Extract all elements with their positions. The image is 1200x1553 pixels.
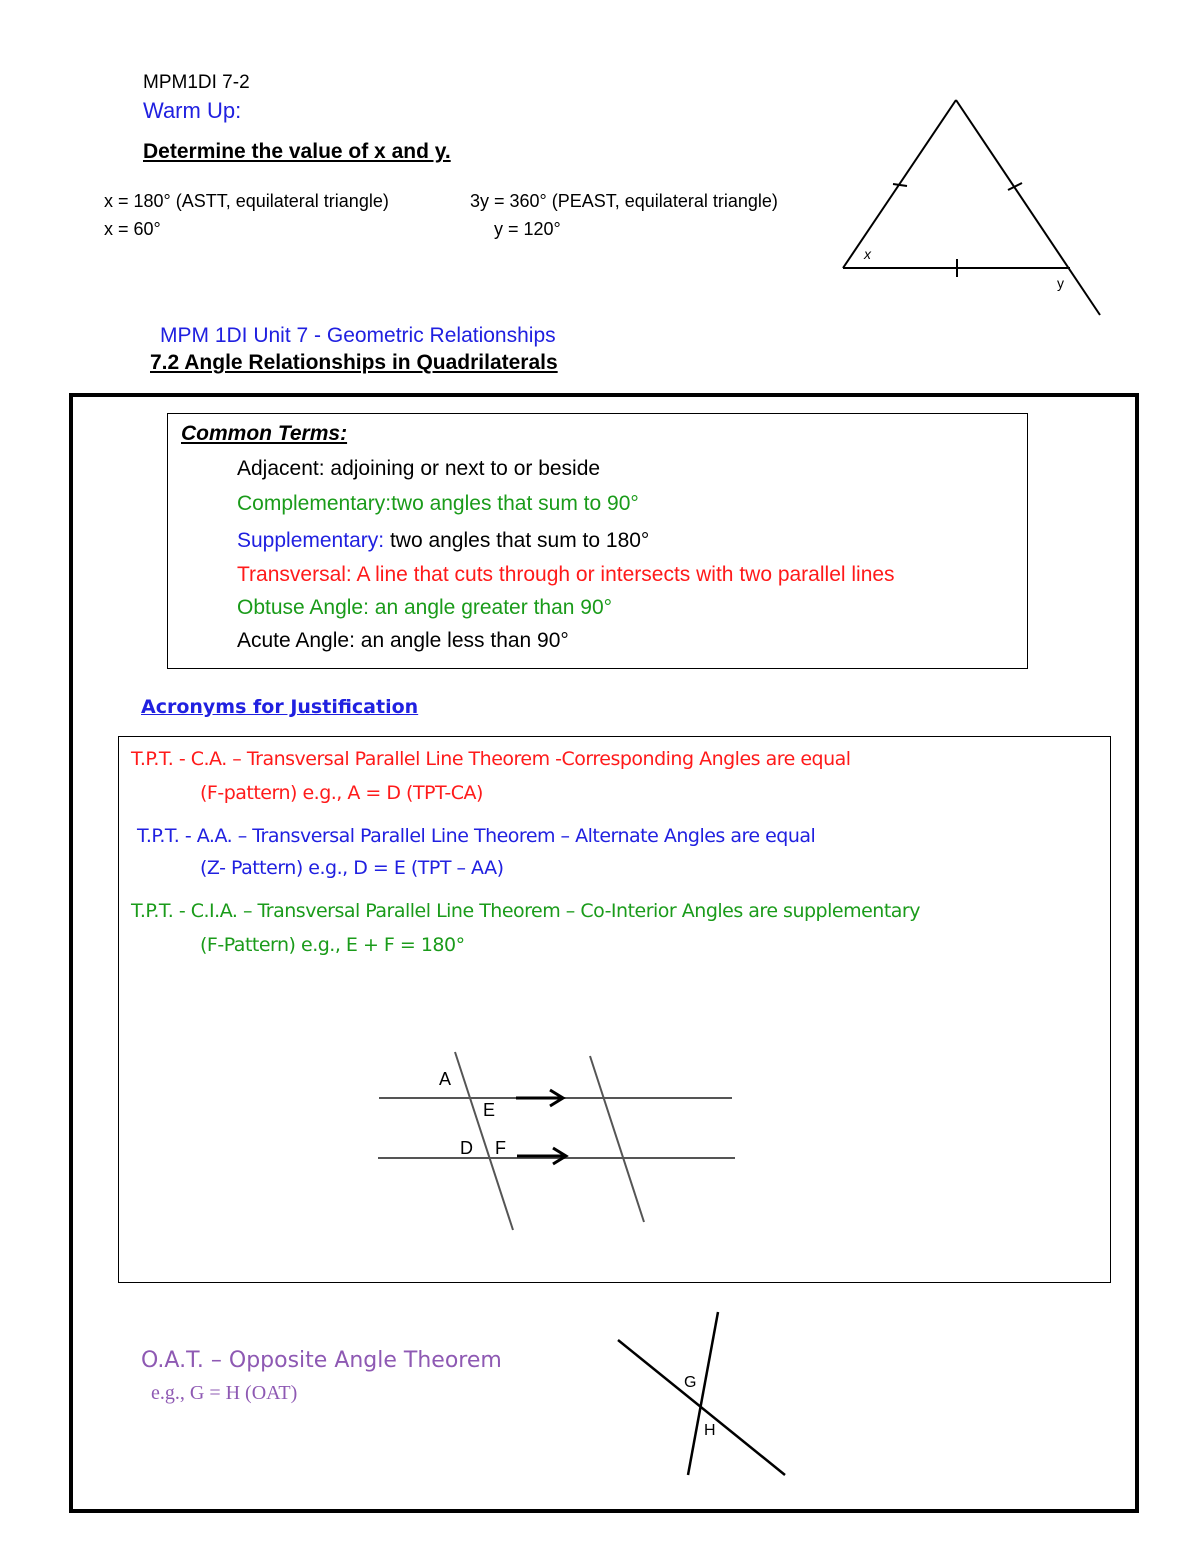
angle-label-e: E: [483, 1100, 496, 1120]
acronyms-heading: Acronyms for Justification: [141, 696, 419, 718]
term-text: two angles that sum to 180°: [389, 529, 650, 552]
course-code: MPM1DI 7-2: [143, 72, 250, 93]
work-line2-left: x = 60°: [104, 219, 161, 239]
term-text: an angle greater than 90°: [374, 596, 613, 619]
oat-title: O.A.T. – Opposite Angle Theorem: [141, 1348, 502, 1373]
work-line1-left: x = 180° (ASTT, equilateral triangle): [104, 191, 389, 211]
warmup-title: Warm Up:: [143, 98, 242, 123]
work-line2-right: y = 120°: [494, 219, 561, 239]
term-label: Transversal:: [237, 563, 352, 586]
term-text: A line that cuts through or intersects with two parallel lines: [356, 563, 895, 586]
intersecting-line-2: [688, 1312, 718, 1475]
instruction: Determine the value of x and y.: [143, 140, 451, 163]
rule-tpt-aa-line2: (Z- Pattern) e.g., D = E (TPT – AA): [200, 857, 504, 879]
term-label: Complementary:: [237, 492, 392, 515]
common-terms-heading: Common Terms:: [181, 422, 348, 445]
term-label: Obtuse Angle:: [237, 596, 369, 619]
rule-tpt-aa-line1: T.P.T. - A.A. – Transversal Parallel Line Theorem – Alternate Angles are equal: [137, 825, 816, 847]
rule-tpt-cia-line2: (F-Pattern) e.g., E + F = 180°: [200, 934, 465, 956]
angle-label-a: A: [439, 1069, 452, 1089]
rule-tpt-ca-line2: (F-pattern) e.g., A = D (TPT-CA): [200, 782, 483, 804]
angle-label-g: G: [684, 1374, 697, 1391]
rule-tpt-cia-line1: T.P.T. - C.I.A. – Transversal Parallel Line Theorem – Co-Interior Angles are supplementary: [131, 900, 920, 922]
triangle-label-x: x: [864, 246, 871, 262]
rule-tpt-ca-line1: T.P.T. - C.A. – Transversal Parallel Line Theorem -Corresponding Angles are equal: [131, 748, 851, 770]
term-label: Acute Angle:: [237, 629, 355, 652]
angle-label-d: D: [460, 1138, 473, 1158]
term-text: an angle less than 90°: [360, 629, 569, 652]
term-label: Supplementary:: [237, 529, 385, 552]
unit-title: MPM 1DI Unit 7 - Geometric Relationships: [160, 324, 556, 347]
term-text: adjoining or next to or beside: [330, 457, 601, 480]
oat-example: e.g., G = H (OAT): [151, 1382, 298, 1404]
lesson-title: 7.2 Angle Relationships in Quadrilaterals: [150, 351, 558, 374]
angle-label-h: H: [704, 1422, 716, 1439]
triangle-label-y: y: [1057, 275, 1064, 291]
term-text: two angles that sum to 90°: [391, 492, 639, 515]
term-label: Adjacent:: [237, 457, 325, 480]
work-line1-right: 3y = 360° (PEAST, equilateral triangle): [470, 191, 778, 211]
angle-label-f: F: [495, 1138, 506, 1158]
